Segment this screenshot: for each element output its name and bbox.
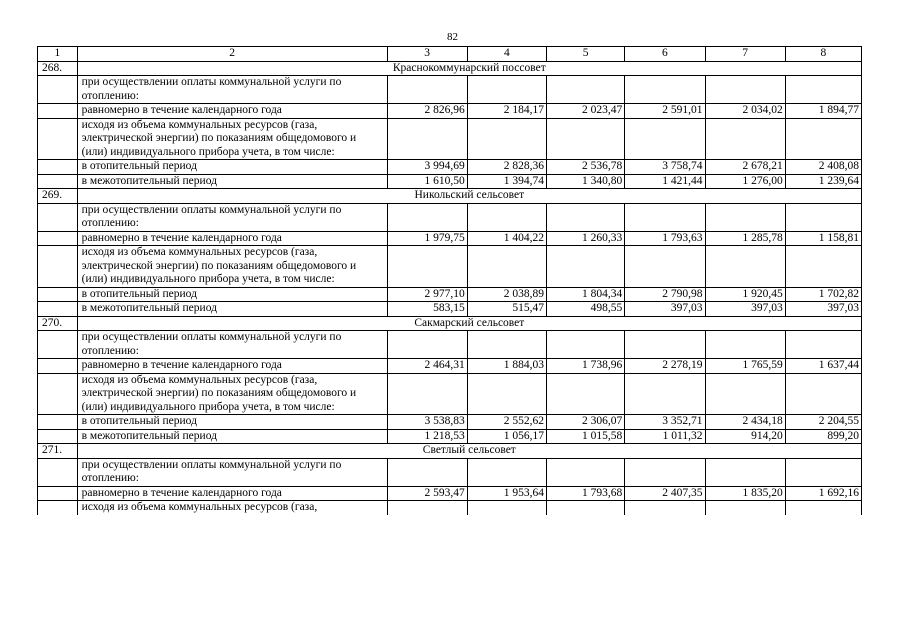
table-row bbox=[38, 287, 862, 302]
value-cell: 1 610,50 bbox=[387, 174, 467, 189]
value-cell: 2 184,17 bbox=[467, 104, 546, 119]
value-cell bbox=[785, 118, 861, 160]
value-cell: 2 038,89 bbox=[467, 287, 546, 302]
value-cell bbox=[387, 501, 467, 515]
value-cell: 2 306,07 bbox=[547, 415, 625, 430]
value-cell: 3 352,71 bbox=[625, 415, 705, 430]
table-row bbox=[38, 429, 862, 444]
empty-index-cell bbox=[38, 287, 78, 302]
value-cell: 3 994,69 bbox=[387, 160, 467, 175]
value-cell bbox=[625, 76, 705, 104]
value-cell: 2 977,10 bbox=[387, 287, 467, 302]
value-cell bbox=[547, 458, 625, 486]
value-cell: 1 835,20 bbox=[705, 486, 785, 501]
value-cell: 1 884,03 bbox=[467, 359, 546, 374]
section-row bbox=[38, 444, 862, 459]
value-cell bbox=[705, 373, 785, 415]
value-cell bbox=[625, 373, 705, 415]
value-cell: 1 260,33 bbox=[547, 231, 625, 246]
value-cell: 899,20 bbox=[785, 429, 861, 444]
empty-index-cell bbox=[38, 174, 78, 189]
settlement-name: Сакмарский сельсовет bbox=[77, 316, 861, 331]
value-cell: 1 239,64 bbox=[785, 174, 861, 189]
value-cell bbox=[547, 246, 625, 288]
column-header: 5 bbox=[547, 47, 625, 62]
value-cell bbox=[705, 331, 785, 359]
value-cell: 2 034,02 bbox=[705, 104, 785, 119]
value-cell bbox=[785, 373, 861, 415]
value-cell: 1 738,96 bbox=[547, 359, 625, 374]
value-cell bbox=[467, 76, 546, 104]
value-cell bbox=[387, 458, 467, 486]
table-row bbox=[38, 359, 862, 374]
table-row bbox=[38, 76, 862, 104]
value-cell bbox=[705, 203, 785, 231]
empty-index-cell bbox=[38, 331, 78, 359]
value-cell: 3 538,83 bbox=[387, 415, 467, 430]
value-cell bbox=[705, 501, 785, 515]
table-row bbox=[38, 501, 862, 515]
value-cell bbox=[625, 203, 705, 231]
value-cell: 1 793,63 bbox=[625, 231, 705, 246]
row-label: равномерно в течение календарного года bbox=[77, 359, 387, 374]
empty-index-cell bbox=[38, 458, 78, 486]
table-row bbox=[38, 302, 862, 317]
value-cell: 2 434,18 bbox=[705, 415, 785, 430]
table-row bbox=[38, 373, 862, 415]
empty-index-cell bbox=[38, 246, 78, 288]
value-cell: 2 593,47 bbox=[387, 486, 467, 501]
value-cell: 2 828,36 bbox=[467, 160, 546, 175]
value-cell: 2 591,01 bbox=[625, 104, 705, 119]
value-cell bbox=[387, 203, 467, 231]
value-cell: 515,47 bbox=[467, 302, 546, 317]
value-cell bbox=[625, 331, 705, 359]
value-cell bbox=[547, 501, 625, 515]
empty-index-cell bbox=[38, 302, 78, 317]
value-cell bbox=[625, 118, 705, 160]
value-cell: 1 056,17 bbox=[467, 429, 546, 444]
row-label: в межотопительный период bbox=[77, 174, 387, 189]
value-cell: 1 637,44 bbox=[785, 359, 861, 374]
row-label: при осуществлении оплаты коммунальной услуги по отоплению: bbox=[77, 331, 387, 359]
empty-index-cell bbox=[38, 203, 78, 231]
section-number: 268. bbox=[38, 61, 78, 76]
empty-index-cell bbox=[38, 160, 78, 175]
row-label: исходя из объема коммунальных ресурсов (газа, электрической энергии) по показаниям общедомового и (или) индивидуального прибора учета, в том числе: bbox=[77, 373, 387, 415]
value-cell bbox=[547, 118, 625, 160]
value-cell: 2 278,19 bbox=[625, 359, 705, 374]
table-row bbox=[38, 486, 862, 501]
value-cell bbox=[467, 246, 546, 288]
section-number: 271. bbox=[38, 444, 78, 459]
row-label: в отопительный период bbox=[77, 287, 387, 302]
page-number: 82 bbox=[447, 31, 458, 43]
value-cell bbox=[387, 118, 467, 160]
value-cell: 1 894,77 bbox=[785, 104, 861, 119]
value-cell bbox=[387, 246, 467, 288]
value-cell: 1 692,16 bbox=[785, 486, 861, 501]
value-cell: 397,03 bbox=[705, 302, 785, 317]
value-cell: 498,55 bbox=[547, 302, 625, 317]
value-cell: 1 158,81 bbox=[785, 231, 861, 246]
row-label: равномерно в течение календарного года bbox=[77, 231, 387, 246]
settlement-name: Светлый сельсовет bbox=[77, 444, 861, 459]
row-label: в межотопительный период bbox=[77, 429, 387, 444]
row-label: исходя из объема коммунальных ресурсов (газа, bbox=[77, 501, 387, 515]
value-cell: 1 979,75 bbox=[387, 231, 467, 246]
empty-index-cell bbox=[38, 118, 78, 160]
value-cell bbox=[705, 76, 785, 104]
section-row bbox=[38, 61, 862, 76]
table-row bbox=[38, 104, 862, 119]
value-cell: 1 394,74 bbox=[467, 174, 546, 189]
empty-index-cell bbox=[38, 231, 78, 246]
value-cell bbox=[785, 203, 861, 231]
value-cell bbox=[625, 246, 705, 288]
value-cell bbox=[387, 373, 467, 415]
empty-index-cell bbox=[38, 501, 78, 515]
value-cell bbox=[467, 118, 546, 160]
table-row bbox=[38, 203, 862, 231]
column-header: 8 bbox=[785, 47, 861, 62]
value-cell bbox=[705, 458, 785, 486]
section-row bbox=[38, 189, 862, 204]
value-cell: 397,03 bbox=[625, 302, 705, 317]
section-number: 269. bbox=[38, 189, 78, 204]
settlement-name: Краснокоммунарский поссовет bbox=[77, 61, 861, 76]
value-cell: 1 276,00 bbox=[705, 174, 785, 189]
value-cell: 2 023,47 bbox=[547, 104, 625, 119]
table-row bbox=[38, 415, 862, 430]
value-cell: 583,15 bbox=[387, 302, 467, 317]
column-header: 1 bbox=[38, 47, 78, 62]
table-row bbox=[38, 118, 862, 160]
value-cell bbox=[547, 331, 625, 359]
empty-index-cell bbox=[38, 76, 78, 104]
value-cell: 1 404,22 bbox=[467, 231, 546, 246]
table-row bbox=[38, 160, 862, 175]
column-header: 3 bbox=[387, 47, 467, 62]
value-cell: 1 804,34 bbox=[547, 287, 625, 302]
empty-index-cell bbox=[38, 429, 78, 444]
column-header: 6 bbox=[625, 47, 705, 62]
row-label: исходя из объема коммунальных ресурсов (газа, электрической энергии) по показаниям общедомового и (или) индивидуального прибора учета, в том числе: bbox=[77, 246, 387, 288]
table-row bbox=[38, 174, 862, 189]
value-cell: 1 765,59 bbox=[705, 359, 785, 374]
value-cell: 2 678,21 bbox=[705, 160, 785, 175]
column-header: 7 bbox=[705, 47, 785, 62]
value-cell: 2 536,78 bbox=[547, 160, 625, 175]
empty-index-cell bbox=[38, 104, 78, 119]
empty-index-cell bbox=[38, 359, 78, 374]
value-cell: 1 920,45 bbox=[705, 287, 785, 302]
value-cell: 1 285,78 bbox=[705, 231, 785, 246]
value-cell: 397,03 bbox=[785, 302, 861, 317]
empty-index-cell bbox=[38, 415, 78, 430]
value-cell bbox=[547, 203, 625, 231]
value-cell bbox=[785, 246, 861, 288]
empty-index-cell bbox=[38, 373, 78, 415]
value-cell: 1 340,80 bbox=[547, 174, 625, 189]
table-row bbox=[38, 458, 862, 486]
value-cell bbox=[547, 76, 625, 104]
tariff-table bbox=[37, 46, 862, 515]
row-label: при осуществлении оплаты коммунальной услуги по отоплению: bbox=[77, 203, 387, 231]
value-cell: 2 464,31 bbox=[387, 359, 467, 374]
value-cell: 2 204,55 bbox=[785, 415, 861, 430]
value-cell: 2 408,08 bbox=[785, 160, 861, 175]
settlement-name: Никольский сельсовет bbox=[77, 189, 861, 204]
value-cell: 1 015,58 bbox=[547, 429, 625, 444]
value-cell: 1 011,32 bbox=[625, 429, 705, 444]
value-cell bbox=[467, 458, 546, 486]
empty-index-cell bbox=[38, 486, 78, 501]
value-cell bbox=[547, 373, 625, 415]
row-label: равномерно в течение календарного года bbox=[77, 486, 387, 501]
value-cell bbox=[467, 203, 546, 231]
section-number: 270. bbox=[38, 316, 78, 331]
value-cell bbox=[625, 501, 705, 515]
row-label: в отопительный период bbox=[77, 160, 387, 175]
table-row bbox=[38, 331, 862, 359]
value-cell bbox=[625, 458, 705, 486]
row-label: при осуществлении оплаты коммунальной услуги по отоплению: bbox=[77, 458, 387, 486]
table-row bbox=[38, 231, 862, 246]
row-label: исходя из объема коммунальных ресурсов (газа, электрической энергии) по показаниям общедомового и (или) индивидуального прибора учета, в том числе: bbox=[77, 118, 387, 160]
value-cell: 2 407,35 bbox=[625, 486, 705, 501]
value-cell bbox=[785, 331, 861, 359]
value-cell: 2 552,62 bbox=[467, 415, 546, 430]
column-header-row bbox=[38, 47, 862, 62]
value-cell: 1 702,82 bbox=[785, 287, 861, 302]
value-cell: 3 758,74 bbox=[625, 160, 705, 175]
value-cell: 1 953,64 bbox=[467, 486, 546, 501]
value-cell bbox=[785, 76, 861, 104]
row-label: равномерно в течение календарного года bbox=[77, 104, 387, 119]
row-label: в межотопительный период bbox=[77, 302, 387, 317]
value-cell bbox=[785, 501, 861, 515]
value-cell: 1 218,53 bbox=[387, 429, 467, 444]
column-header: 4 bbox=[467, 47, 546, 62]
value-cell bbox=[387, 76, 467, 104]
value-cell bbox=[467, 373, 546, 415]
value-cell bbox=[467, 501, 546, 515]
table-body bbox=[38, 47, 862, 515]
row-label: при осуществлении оплаты коммунальной услуги по отоплению: bbox=[77, 76, 387, 104]
section-row bbox=[38, 316, 862, 331]
value-cell bbox=[705, 118, 785, 160]
table-row bbox=[38, 246, 862, 288]
value-cell bbox=[785, 458, 861, 486]
value-cell bbox=[705, 246, 785, 288]
value-cell: 1 421,44 bbox=[625, 174, 705, 189]
value-cell: 2 826,96 bbox=[387, 104, 467, 119]
value-cell bbox=[387, 331, 467, 359]
column-header: 2 bbox=[77, 47, 387, 62]
value-cell: 914,20 bbox=[705, 429, 785, 444]
value-cell bbox=[467, 331, 546, 359]
value-cell: 1 793,68 bbox=[547, 486, 625, 501]
value-cell: 2 790,98 bbox=[625, 287, 705, 302]
row-label: в отопительный период bbox=[77, 415, 387, 430]
